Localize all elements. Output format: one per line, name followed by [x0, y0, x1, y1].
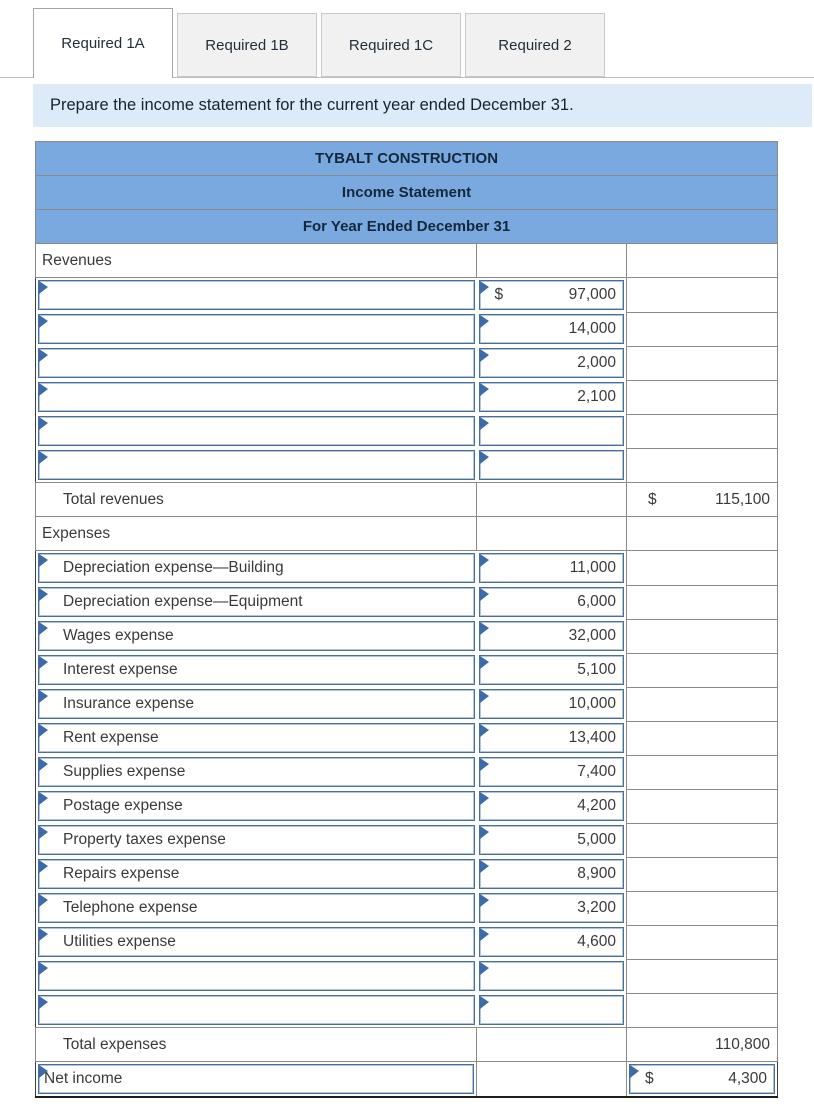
account-label-input[interactable] [38, 825, 475, 855]
dropdown-marker-icon [39, 690, 48, 703]
dropdown-marker-icon [39, 724, 48, 737]
account-label-text: Repairs expense [63, 865, 180, 882]
amount-cell [477, 585, 627, 619]
net-income-amount-input[interactable] [629, 1064, 775, 1094]
net-income-label-text: Net income [44, 1070, 123, 1087]
amount-value: 14,000 [568, 320, 616, 337]
tab-required-1b[interactable]: Required 1B [177, 13, 317, 77]
income-statement-table [35, 141, 778, 1098]
amount-cell [477, 448, 627, 483]
spacer-cell [627, 857, 778, 891]
dropdown-marker-icon [480, 724, 489, 737]
account-label-cell [36, 823, 477, 857]
amount-input[interactable] [479, 893, 625, 923]
dropdown-marker-icon [480, 826, 489, 839]
account-label-input[interactable] [38, 314, 475, 344]
dropdown-marker-icon [480, 690, 489, 703]
dropdown-marker-icon [480, 860, 489, 873]
section-row [36, 244, 778, 278]
dropdown-marker-icon [480, 792, 489, 805]
amount-input[interactable] [479, 314, 625, 344]
dropdown-marker-icon [39, 656, 48, 669]
account-label-input[interactable] [38, 927, 475, 957]
amount-input[interactable] [479, 723, 625, 753]
net-income-label-input[interactable] [38, 1064, 474, 1094]
account-label-input[interactable] [38, 621, 475, 651]
amount-input[interactable] [479, 416, 625, 446]
amount-value: 10,000 [568, 695, 616, 712]
dropdown-marker-icon [480, 383, 489, 396]
dropdown-marker-icon [480, 588, 489, 601]
spacer-cell [627, 551, 778, 586]
spacer-cell [627, 789, 778, 823]
amount-value: 11,000 [569, 559, 616, 576]
spacer-cell [627, 687, 778, 721]
dropdown-marker-icon [39, 349, 48, 362]
amount-input[interactable] [479, 587, 625, 617]
account-label-cell [36, 653, 477, 687]
statement-report-title: Income Statement [36, 176, 778, 210]
input-row [36, 925, 778, 959]
dropdown-marker-icon [480, 894, 489, 907]
account-label-cell [36, 959, 477, 993]
tab-required-1c[interactable]: Required 1C [321, 13, 461, 77]
account-label-input[interactable] [38, 961, 475, 991]
account-label-input[interactable] [38, 416, 475, 446]
dropdown-marker-icon [480, 962, 489, 975]
section-row [36, 517, 778, 551]
input-row [36, 346, 778, 380]
spacer-cell [627, 755, 778, 789]
account-label-input[interactable] [38, 348, 475, 378]
input-row [36, 823, 778, 857]
dropdown-marker-icon [480, 758, 489, 771]
account-label-input[interactable] [38, 791, 475, 821]
input-row [36, 551, 778, 586]
amount-cell [477, 551, 627, 586]
input-row [36, 585, 778, 619]
amount-input[interactable] [479, 348, 625, 378]
input-row [36, 993, 778, 1028]
amount-cell [477, 687, 627, 721]
dropdown-marker-icon [39, 962, 48, 975]
dropdown-marker-icon [39, 281, 48, 294]
dropdown-marker-icon [39, 315, 48, 328]
dropdown-marker-icon [480, 554, 489, 567]
amount-value: 110,800 [715, 1035, 771, 1053]
amount-cell [477, 619, 627, 653]
net-income-amount-cell [627, 1062, 778, 1098]
input-row [36, 755, 778, 789]
spacer-cell [627, 312, 778, 346]
currency-symbol: $ [645, 1070, 654, 1087]
amount-input[interactable] [479, 961, 625, 991]
amount-value: 13,400 [568, 729, 616, 746]
amount-input[interactable] [479, 995, 625, 1025]
dropdown-marker-icon [480, 281, 489, 294]
amount-input[interactable] [479, 927, 625, 957]
spacer-cell [627, 346, 778, 380]
spacer-cell [477, 244, 627, 278]
account-label-input[interactable] [38, 587, 475, 617]
total-row [36, 483, 778, 517]
input-row [36, 789, 778, 823]
amount-value: 8,900 [577, 865, 616, 882]
account-label-text: Depreciation expense—Equipment [63, 593, 303, 610]
account-label-input[interactable] [38, 893, 475, 923]
instruction-banner: Prepare the income statement for the current year ended December 31. [33, 84, 812, 127]
amount-input[interactable] [479, 859, 625, 889]
statement-header-row [36, 210, 778, 244]
spacer-cell [627, 414, 778, 448]
account-label-cell [36, 346, 477, 380]
dropdown-marker-icon [480, 417, 489, 430]
account-label-cell [36, 721, 477, 755]
dropdown-marker-icon [39, 554, 48, 567]
amount-cell [477, 380, 627, 414]
spacer-cell [627, 517, 778, 551]
dropdown-marker-icon [39, 996, 48, 1009]
account-label-text: Rent expense [63, 729, 159, 746]
account-label-cell [36, 448, 477, 483]
amount-value: 32,000 [568, 627, 616, 644]
account-label-text: Supplies expense [63, 763, 186, 780]
dropdown-marker-icon [480, 928, 489, 941]
amount-cell [477, 312, 627, 346]
total-label: Total revenues [36, 483, 477, 517]
amount-cell [477, 653, 627, 687]
dropdown-marker-icon [39, 588, 48, 601]
total-label: Total expenses [36, 1028, 477, 1062]
input-row [36, 278, 778, 313]
amount-cell [477, 823, 627, 857]
account-label-cell [36, 312, 477, 346]
account-label-cell [36, 278, 477, 313]
dropdown-marker-icon [39, 622, 48, 635]
net-income-label-cell [36, 1062, 477, 1098]
amount-cell [477, 414, 627, 448]
spacer-cell [477, 517, 627, 551]
account-label-input[interactable] [38, 723, 475, 753]
input-row [36, 891, 778, 925]
amount-value: 4,300 [728, 1070, 768, 1087]
account-label-cell [36, 687, 477, 721]
account-label-input[interactable] [38, 859, 475, 889]
dropdown-marker-icon [480, 315, 489, 328]
section-label: Expenses [36, 517, 477, 551]
dropdown-marker-icon [480, 622, 489, 635]
spacer-cell [477, 1028, 627, 1062]
spacer-cell [477, 483, 627, 517]
dropdown-marker-icon [39, 451, 48, 464]
account-label-text: Property taxes expense [63, 831, 226, 848]
statement-header-row [36, 176, 778, 210]
amount-value: 7,400 [577, 763, 616, 780]
account-label-text: Interest expense [63, 661, 178, 678]
amount-cell [477, 993, 627, 1028]
statement-period: For Year Ended December 31 [36, 210, 778, 244]
account-label-cell [36, 551, 477, 586]
dropdown-marker-icon [39, 383, 48, 396]
account-label-text: Telephone expense [63, 899, 198, 916]
amount-value: 3,200 [577, 899, 616, 916]
account-label-text: Utilities expense [63, 933, 176, 950]
dropdown-marker-icon [480, 656, 489, 669]
dropdown-marker-icon [39, 928, 48, 941]
account-label-cell [36, 891, 477, 925]
account-label-cell [36, 380, 477, 414]
amount-cell [477, 755, 627, 789]
account-label-input[interactable] [38, 553, 475, 583]
account-label-cell [36, 925, 477, 959]
statement-header-row [36, 142, 778, 176]
net-row [36, 1062, 778, 1098]
spacer-cell [627, 959, 778, 993]
total-amount-cell [627, 483, 778, 517]
account-label-input[interactable] [38, 450, 475, 480]
total-amount [627, 1036, 777, 1054]
dropdown-marker-icon [39, 792, 48, 805]
spacer-cell [477, 1062, 627, 1098]
spacer-cell [627, 448, 778, 483]
dropdown-marker-icon [630, 1065, 639, 1078]
amount-value: 5,000 [577, 831, 616, 848]
account-label-cell [36, 789, 477, 823]
amount-cell [477, 857, 627, 891]
account-label-cell [36, 755, 477, 789]
tab-required-1a[interactable]: Required 1A [33, 8, 173, 78]
spacer-cell [627, 585, 778, 619]
amount-value: 2,000 [577, 354, 616, 371]
amount-input[interactable] [479, 689, 625, 719]
spacer-cell [627, 721, 778, 755]
amount-value: 97,000 [568, 286, 616, 303]
amount-input[interactable] [479, 791, 625, 821]
account-label-input[interactable] [38, 382, 475, 412]
amount-input[interactable] [479, 655, 625, 685]
input-row [36, 448, 778, 483]
account-label-cell [36, 585, 477, 619]
amount-cell [477, 721, 627, 755]
amount-cell [477, 959, 627, 993]
currency-symbol: $ [648, 490, 657, 508]
spacer-cell [627, 619, 778, 653]
statement-company-title: TYBALT CONSTRUCTION [36, 142, 778, 176]
amount-value: 2,100 [577, 388, 616, 405]
spacer-cell [627, 823, 778, 857]
amount-cell [477, 278, 627, 313]
total-row [36, 1028, 778, 1062]
amount-cell [477, 346, 627, 380]
input-row [36, 959, 778, 993]
dropdown-marker-icon [39, 758, 48, 771]
input-row [36, 687, 778, 721]
input-row [36, 857, 778, 891]
amount-value: 115,100 [715, 490, 771, 508]
account-label-cell [36, 619, 477, 653]
amount-value: 4,200 [577, 797, 616, 814]
dropdown-marker-icon [480, 451, 489, 464]
amount-input[interactable] [479, 757, 625, 787]
amount-value: 6,000 [577, 593, 616, 610]
spacer-cell [627, 278, 778, 313]
account-label-input[interactable] [38, 689, 475, 719]
account-label-text: Insurance expense [63, 695, 194, 712]
spacer-cell [627, 653, 778, 687]
amount-input[interactable] [479, 825, 625, 855]
account-label-cell [36, 414, 477, 448]
dropdown-marker-icon [39, 826, 48, 839]
amount-cell [477, 891, 627, 925]
input-row [36, 619, 778, 653]
dropdown-marker-icon [480, 349, 489, 362]
input-row [36, 312, 778, 346]
dropdown-marker-icon [39, 1065, 48, 1078]
spacer-cell [627, 891, 778, 925]
account-label-cell [36, 993, 477, 1028]
spacer-cell [627, 925, 778, 959]
input-row [36, 414, 778, 448]
account-label-input[interactable] [38, 655, 475, 685]
section-label: Revenues [36, 244, 477, 278]
tab-bar [0, 0, 814, 78]
dropdown-marker-icon [39, 417, 48, 430]
total-amount-cell [627, 1028, 778, 1062]
amount-value: 4,600 [577, 933, 616, 950]
account-label-cell [36, 857, 477, 891]
dropdown-marker-icon [480, 996, 489, 1009]
amount-cell [477, 789, 627, 823]
tab-required-2[interactable]: Required 2 [465, 13, 605, 77]
spacer-cell [627, 380, 778, 414]
amount-input[interactable] [479, 450, 625, 480]
account-label-input[interactable] [38, 757, 475, 787]
amount-input[interactable] [479, 382, 625, 412]
input-row [36, 721, 778, 755]
input-row [36, 653, 778, 687]
amount-cell [477, 925, 627, 959]
spacer-cell [627, 993, 778, 1028]
amount-value: 5,100 [577, 661, 616, 678]
dropdown-marker-icon [39, 860, 48, 873]
dropdown-marker-icon [39, 894, 48, 907]
account-label-text: Postage expense [63, 797, 183, 814]
account-label-input[interactable] [38, 995, 475, 1025]
spacer-cell [627, 244, 778, 278]
amount-input[interactable] [479, 621, 625, 651]
account-label-text: Wages expense [63, 627, 174, 644]
account-label-text: Depreciation expense—Building [63, 559, 284, 576]
amount-input[interactable] [479, 280, 625, 310]
currency-symbol: $ [494, 286, 504, 303]
account-label-input[interactable] [38, 280, 475, 310]
total-amount [627, 491, 777, 509]
input-row [36, 380, 778, 414]
amount-input[interactable] [479, 553, 625, 583]
